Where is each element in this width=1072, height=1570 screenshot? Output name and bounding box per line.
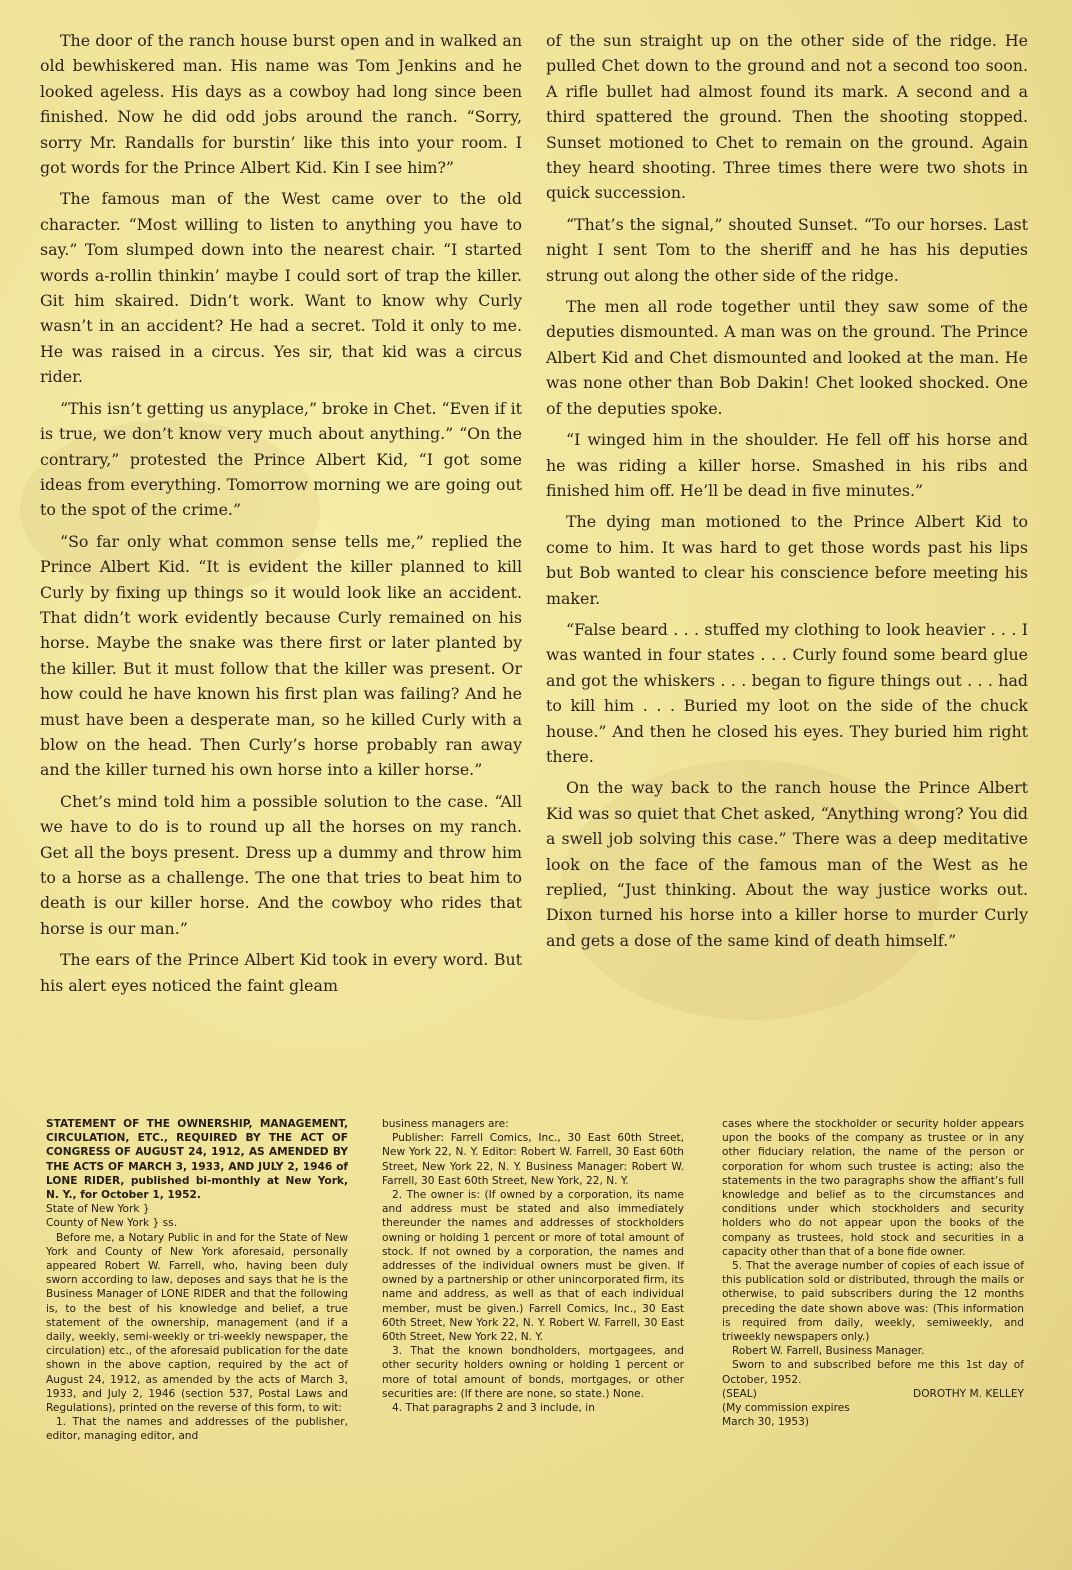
story-paragraph: “So far only what common sense tells me,” replied the Prince Albert Kid. “It is evident the killer planned to kill Curly by fixing up things so it would look like an accident. That didn’t work evidently because Curly remained on his horse. Maybe the snake was there first or later planted by the killer. But it must follow that the killer was present. Or how could he have known his first plan was failing? And he must have been a desperate man, so he killed Curly with a blow on the head. Then Curly’s horse probably ran away and the killer turned his own horse into a killer horse.”: [40, 531, 522, 780]
ownership-statement-column-3: [722, 1117, 1024, 1429]
story-column-right: [546, 28, 1028, 959]
ownership-statement-column-2: [382, 1117, 684, 1415]
commission-expiry-line-2: March 30, 1953): [722, 1416, 809, 1429]
statement-paragraph: 4. That paragraphs 2 and 3 include, in: [392, 1402, 595, 1415]
statement-paragraph: business managers are:: [382, 1118, 509, 1130]
story-paragraph: “That’s the signal,” shouted Sunset. “To our horses. Last night I sent Tom to the sheriff and he has his deputies strung out along the other side of the ridge.: [546, 214, 1028, 285]
story-paragraph: “This isn’t getting us anyplace,” broke in Chet. “Even if it is true, we don’t know very much about anything.” “On the contrary,” protested the Prince Albert Kid, “I got some ideas from everything. Tomorrow morning we are going out to the spot of the crime.”: [40, 398, 522, 520]
statement-paragraph: 1. That the names and addresses of the publisher, editor, managing editor, and: [46, 1416, 348, 1443]
statement-paragraph: cases where the stockholder or security holder appears upon the books of the company as trustee or in any other fiduciary relation, the name of the person or corporation for whom such trustee is acting; also the statements in the two paragraphs show the affiant’s full knowledge and belief as to the circumstances and conditions under which stockholders and security holders who do not appear upon the books of the company as trustees, hold stock and securities in a capacity other than that of a bone fide owner.: [722, 1118, 1024, 1258]
story-paragraph: Chet’s mind told him a possible solution to the case. “All we have to do is to round up all the horses on my ranch. Get all the boys present. Dress up a dummy and throw him to a horse as a challenge. The one that tries to beat him to death is our killer horse. And the cowboy who rides that horse is our man.”: [40, 791, 522, 938]
statement-body: [722, 1117, 1024, 1387]
statement-paragraph: Robert W. Farrell, Business Manager.: [732, 1345, 925, 1358]
story-paragraph: “False beard . . . stuffed my clothing to look heavier . . . I was wanted in four states . . . Curly found some beard glue and got the whiskers . . . began to figure things out . . . had to kill him . . . Buried my loot on the side of the chuck house.” And then he closed his eyes. They buried him right there.: [546, 619, 1028, 766]
story-paragraph: The dying man motioned to the Prince Albert Kid to come to him. It was hard to get those words past his lips but Bob wanted to clear his conscience before meeting his maker.: [546, 512, 1028, 608]
seal-label: (SEAL): [722, 1387, 757, 1400]
statement-paragraph: County of New York } ss.: [46, 1217, 178, 1230]
statement-paragraph: 3. That the known bondholders, mortgagees, and other security holders owning or holding 1 percent or more of total amount of bonds, mortgages, or other securities are: (If there are none, so state.) None.: [382, 1345, 684, 1400]
commission-expiry-line-1: (My commission expires: [722, 1402, 850, 1415]
ownership-statement-column-1: [46, 1117, 348, 1444]
notary-name: DOROTHY M. KELLEY: [913, 1387, 1024, 1400]
story-paragraph: The door of the ranch house burst open and in walked an old bewhiskered man. His name was Tom Jenkins and he looked ageless. His days as a cowboy had long since been finished. Now he did odd jobs around the ranch. “Sorry, sorry Mr. Randalls for burstin’ like this into your room. I got words for the Prince Albert Kid. Kin I see him?”: [40, 31, 522, 178]
statement-paragraph: 2. The owner is: (If owned by a corporation, its name and address must be stated and also immediately thereunder the names and addresses of stockholders owning or holding 1 percent or more of total amount of stock. If not owned by a corporation, the names and addresses of the individual owners must be given. If owned by a partnership or other unincorporated firm, its name and address, as well as that of each individual member, must be given.) Farrell Comics, Inc., 30 East 60th Street, New York 22, N. Y. Robert W. Farrell, 30 East 60th Street, New York 22, N. Y.: [382, 1189, 684, 1344]
story-paragraph: On the way back to the ranch house the Prince Albert Kid was so quiet that Chet asked, “Anything wrong? You did a swell job solving this case.” There was a deep meditative look on the face of the famous man of the West as he replied, “Just thinking. About the way justice works out. Dixon turned his horse into a killer horse to murder Curly and gets a dose of the same kind of death himself.”: [546, 778, 1028, 950]
statement-paragraph: State of New York }: [46, 1203, 150, 1216]
statement-paragraph: Publisher: Farrell Comics, Inc., 30 East 60th Street, New York 22, N. Y. Editor: Robert W. Farrell, 30 East 60th Street, New York 22, N. Y. Business Manager: Robert W. Farrell, 30 East 60th Street, New York, 22, N. Y.: [382, 1132, 684, 1187]
story-paragraph: of the sun straight up on the other side of the ridge. He pulled Chet down to the ground and not a second too soon. A rifle bullet had almost found its mark. A second and a third spattered the ground. Then the shooting stopped. Sunset motioned to Chet to remain on the ground. Again they heard shooting. Three times there were two shots in quick succession.: [546, 31, 1028, 203]
story-paragraph: The famous man of the West came over to the old character. “Most willing to listen to anything you have to say.” Tom slumped down into the nearest chair. “I started words a-rollin thinkin’ maybe I could sort of trap the killer. Git him skaired. Didn’t work. Want to know why Curly wasn’t in an accident? He had a secret. Told it only to me. He was raised in a circus. Yes sir, that kid was a circus rider.: [40, 189, 522, 387]
statement-paragraph: Before me, a Notary Public in and for the State of New York and County of New York aforesaid, personally appeared Robert W. Farrell, who, having been duly sworn according to law, deposes and says that he is the Business Manager of LONE RIDER and that the following is, to the best of his knowledge and belief, a true statement of the ownership, management (and if a daily, weekly, semi-weekly or tri-weekly newspaper, the circulation) etc., of the aforesaid publication for the date shown in the above caption, required by the act of August 24, 1912, as amended by the acts of March 3, 1933, and July 2, 1946 (section 537, Postal Laws and Regulations), printed on the reverse of this form, to wit:: [46, 1231, 348, 1415]
story-column-left: [40, 28, 522, 1004]
statement-paragraph: Sworn to and subscribed before me this 1st day of October, 1952.: [722, 1359, 1024, 1386]
story-paragraph: “I winged him in the shoulder. He fell off his horse and he was riding a killer horse. Smashed in his ribs and finished him off. He’ll be dead in five minutes.”: [546, 430, 1028, 500]
statement-paragraph: STATEMENT OF THE OWNERSHIP, MANAGEMENT, CIRCULATION, ETC., REQUIRED BY THE ACT OF CONGRESS OF AUGUST 24, 1912, AS AMENDED BY THE ACTS OF MARCH 3, 1933, AND JULY 2, 1946 of LONE RIDER, published bi-monthly at New York, N. Y., for October 1, 1952.: [46, 1118, 348, 1202]
story-paragraph: The men all rode together until they saw some of the deputies dismounted. A man was on the ground. The Prince Albert Kid and Chet dismounted and looked at the man. He was none other than Bob Dakin! Chet looked shocked. One of the deputies spoke.: [546, 297, 1028, 418]
statement-paragraph: 5. That the average number of copies of each issue of this publication sold or distributed, through the mails or otherwise, to paid subscribers during the 12 months preceding the date shown above was: (This information is required from daily, weekly, semiweekly, and triweekly newspapers only.): [722, 1260, 1024, 1344]
story-paragraph: The ears of the Prince Albert Kid took in every word. But his alert eyes noticed the faint gleam: [40, 950, 522, 995]
seal-line: [722, 1387, 1024, 1401]
